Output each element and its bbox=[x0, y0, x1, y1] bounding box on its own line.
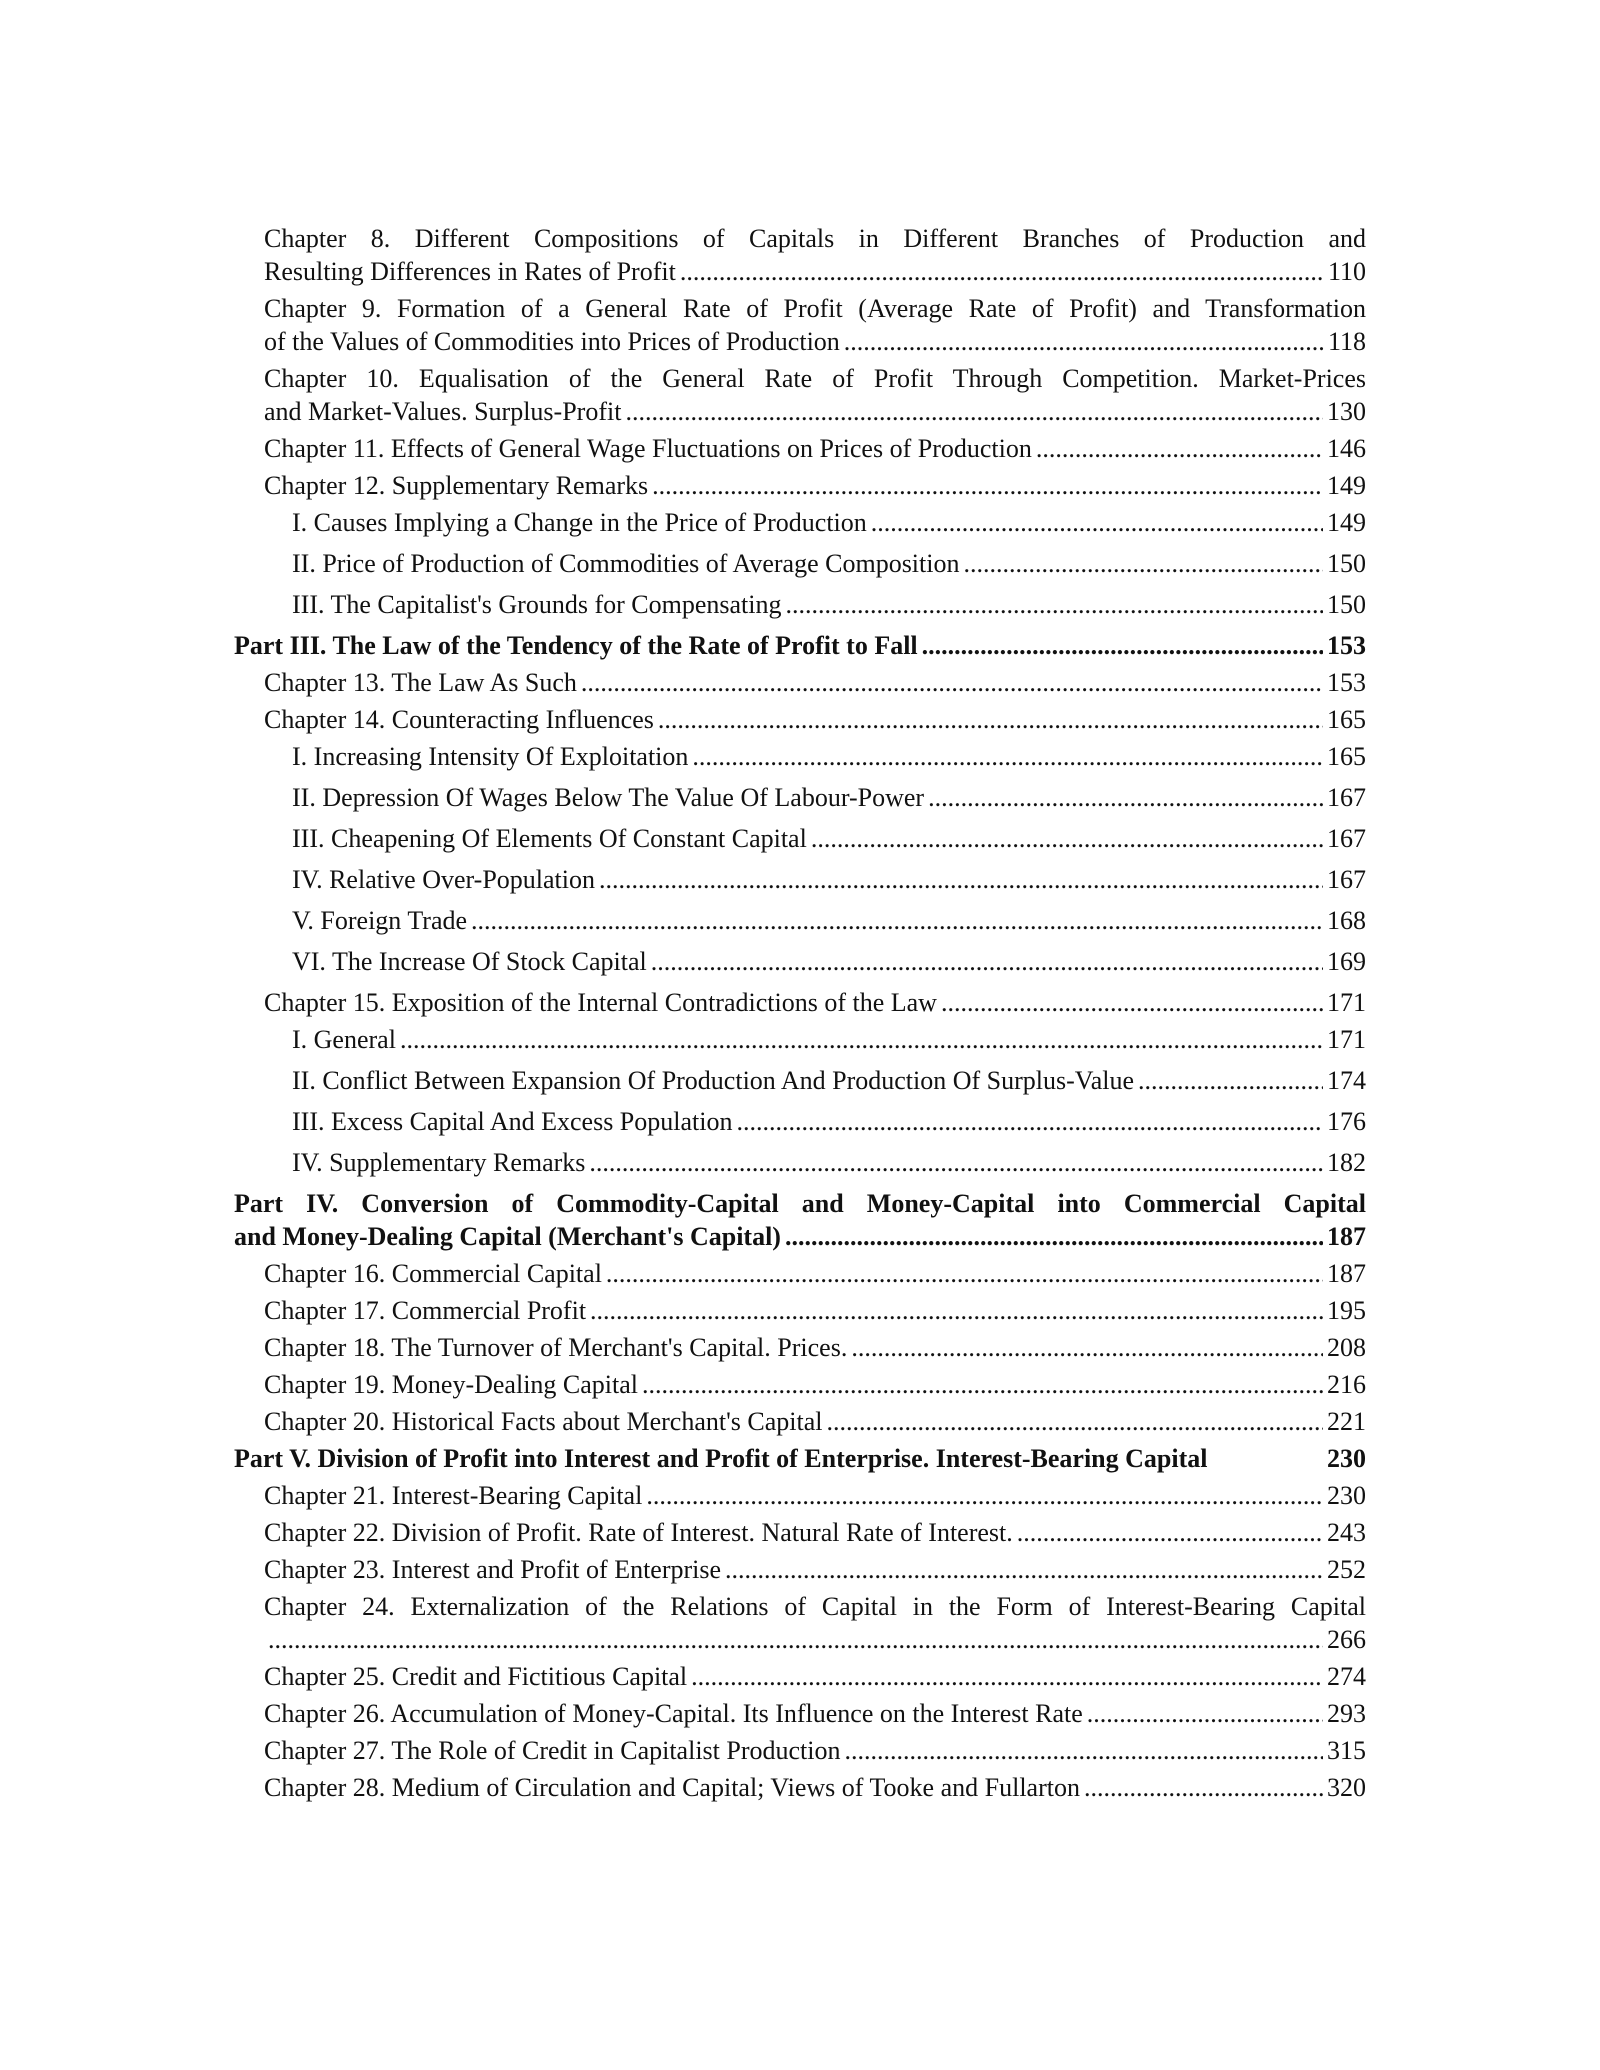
toc-entry-title: Chapter 12. Supplementary Remarks bbox=[264, 471, 649, 500]
toc-entry-title: Resulting Differences in Rates of Profit bbox=[264, 257, 676, 286]
toc-section-entry[interactable] bbox=[234, 547, 1366, 580]
dot-leader bbox=[1036, 432, 1323, 465]
toc-entry-line bbox=[292, 1146, 1366, 1179]
dot-leader bbox=[851, 1331, 1323, 1364]
toc-entry-title: Chapter 11. Effects of General Wage Fluctuations on Prices of Production bbox=[264, 434, 1032, 463]
dot-leader bbox=[845, 1734, 1324, 1767]
toc-chapter-entry[interactable] bbox=[234, 1479, 1366, 1512]
toc-entry-line bbox=[292, 945, 1366, 978]
toc-entry-title: Chapter 28. Medium of Circulation and Capital; Views of Tooke and Fullarton bbox=[264, 1773, 1080, 1802]
toc-entry-title: Chapter 25. Credit and Fictitious Capital bbox=[264, 1662, 688, 1691]
toc-entry-title: Chapter 16. Commercial Capital bbox=[264, 1259, 602, 1288]
dot-leader bbox=[652, 469, 1323, 502]
toc-entry-title-line: Chapter 8. Different Compositions of Capitals in Different Branches of Production and bbox=[264, 224, 1366, 253]
toc-entry-line bbox=[264, 395, 1366, 428]
toc-page-number: 118 bbox=[1327, 327, 1366, 356]
toc-entry-title: I. Causes Implying a Change in the Price of Production bbox=[292, 508, 867, 537]
toc-chapter-entry[interactable] bbox=[234, 432, 1366, 465]
dot-leader bbox=[651, 945, 1323, 978]
toc-entry-line bbox=[264, 1405, 1366, 1438]
toc-section-entry[interactable] bbox=[234, 506, 1366, 539]
toc-entry-line bbox=[292, 588, 1366, 621]
toc-chapter-entry[interactable] bbox=[234, 1331, 1366, 1364]
toc-page-number: 174 bbox=[1327, 1066, 1366, 1095]
toc-entry-line bbox=[264, 469, 1366, 502]
dot-leader bbox=[691, 1660, 1323, 1693]
dot-leader bbox=[400, 1023, 1323, 1056]
toc-entry-title: II. Price of Production of Commodities of Average Composition bbox=[292, 549, 960, 578]
toc-entry-title: IV. Supplementary Remarks bbox=[292, 1148, 586, 1177]
dot-leader bbox=[642, 1368, 1323, 1401]
toc-entry-title-line: Chapter 24. Externalization of the Relations of Capital in the Form of Interest-Bearing Capital bbox=[264, 1592, 1366, 1621]
toc-entry-title: Chapter 15. Exposition of the Internal Contradictions of the Law bbox=[264, 988, 937, 1017]
toc-entry-title: Part III. The Law of the Tendency of the Rate of Profit to Fall bbox=[234, 631, 918, 660]
toc-chapter-entry[interactable] bbox=[234, 222, 1366, 288]
dot-leader bbox=[658, 703, 1323, 736]
toc-page-number: 195 bbox=[1327, 1296, 1366, 1325]
toc-section-entry[interactable] bbox=[234, 781, 1366, 814]
toc-entry-line bbox=[264, 986, 1366, 1019]
toc-entry-title: IV. Relative Over-Population bbox=[292, 865, 595, 894]
toc-section-entry[interactable] bbox=[234, 740, 1366, 773]
toc-page-number: 230 bbox=[1327, 1481, 1366, 1510]
toc-chapter-entry[interactable] bbox=[234, 1405, 1366, 1438]
dot-leader bbox=[871, 506, 1323, 539]
toc-page-number: 165 bbox=[1327, 705, 1366, 734]
toc-entry-line bbox=[264, 1479, 1366, 1512]
toc-page-number: 182 bbox=[1327, 1148, 1366, 1177]
toc-chapter-entry[interactable] bbox=[234, 1516, 1366, 1549]
toc-entry-title: II. Depression Of Wages Below The Value Of Labour-Power bbox=[292, 783, 925, 812]
toc-entry-line bbox=[264, 325, 1366, 358]
toc-section-entry[interactable] bbox=[234, 904, 1366, 937]
toc-section-entry[interactable] bbox=[234, 588, 1366, 621]
dot-leader bbox=[590, 1294, 1323, 1327]
toc-chapter-entry[interactable] bbox=[234, 469, 1366, 502]
toc-chapter-entry[interactable] bbox=[234, 362, 1366, 428]
dot-leader bbox=[811, 822, 1323, 855]
toc-entry-line bbox=[292, 904, 1366, 937]
toc-page-number: 230 bbox=[1327, 1444, 1366, 1473]
toc-entry-title: III. The Capitalist's Grounds for Compensating bbox=[292, 590, 782, 619]
toc-entry-title: Chapter 27. The Role of Credit in Capitalist Production bbox=[264, 1736, 841, 1765]
dot-leader bbox=[471, 904, 1323, 937]
toc-chapter-entry[interactable] bbox=[234, 703, 1366, 736]
toc-entry-title: Part V. Division of Profit into Interest and Profit of Enterprise. Interest-Bearing Capital bbox=[234, 1444, 1208, 1473]
toc-page-number: 221 bbox=[1327, 1407, 1366, 1436]
toc-entry-title: and Market-Values. Surplus-Profit bbox=[264, 397, 622, 426]
dot-leader bbox=[589, 1146, 1323, 1179]
dot-leader bbox=[581, 666, 1323, 699]
toc-section-entry[interactable] bbox=[234, 822, 1366, 855]
toc-chapter-entry[interactable] bbox=[234, 1590, 1366, 1656]
toc-entry-title: Chapter 17. Commercial Profit bbox=[264, 1296, 587, 1325]
dot-leader bbox=[1084, 1771, 1323, 1804]
toc-entry-title: I. Increasing Intensity Of Exploitation bbox=[292, 742, 689, 771]
toc-page-number: 169 bbox=[1327, 947, 1366, 976]
toc-entry-line bbox=[234, 629, 1366, 662]
toc-entry-line bbox=[264, 1257, 1366, 1290]
dot-leader bbox=[606, 1257, 1323, 1290]
dot-leader bbox=[599, 863, 1323, 896]
dot-leader bbox=[928, 781, 1323, 814]
toc-entry-line bbox=[264, 1368, 1366, 1401]
toc-page-number: 165 bbox=[1327, 742, 1366, 771]
toc-entry-title: Chapter 20. Historical Facts about Merchant's Capital bbox=[264, 1407, 823, 1436]
toc-entry-line bbox=[292, 1023, 1366, 1056]
dot-leader bbox=[785, 588, 1323, 621]
toc-entry-line bbox=[292, 1105, 1366, 1138]
toc-section-entry[interactable] bbox=[234, 1146, 1366, 1179]
toc-entry-line bbox=[264, 432, 1366, 465]
toc-chapter-entry[interactable] bbox=[234, 1294, 1366, 1327]
toc-entry-line bbox=[264, 703, 1366, 736]
toc-page-number: 167 bbox=[1327, 865, 1366, 894]
toc-chapter-entry[interactable] bbox=[234, 1734, 1366, 1767]
toc-entry-line bbox=[234, 1442, 1366, 1475]
toc-entry-title: Chapter 13. The Law As Such bbox=[264, 668, 577, 697]
toc-page-number: 149 bbox=[1327, 471, 1366, 500]
toc-chapter-entry[interactable] bbox=[234, 986, 1366, 1019]
toc-page-number: 168 bbox=[1327, 906, 1366, 935]
toc-page-number: 208 bbox=[1327, 1333, 1366, 1362]
dot-leader bbox=[736, 1105, 1323, 1138]
toc-entry-title: Chapter 22. Division of Profit. Rate of Interest. Natural Rate of Interest. bbox=[264, 1518, 1013, 1547]
toc-page-number: 320 bbox=[1327, 1773, 1366, 1802]
toc-page-number: 167 bbox=[1327, 824, 1366, 853]
toc-page-number: 153 bbox=[1327, 631, 1366, 660]
toc-page-number: 150 bbox=[1327, 590, 1366, 619]
toc-entry-line bbox=[264, 1516, 1366, 1549]
toc-page-number: 187 bbox=[1327, 1259, 1366, 1288]
toc-entry-title: I. General bbox=[292, 1025, 396, 1054]
toc-entry-title: Chapter 14. Counteracting Influences bbox=[264, 705, 654, 734]
toc-entry-line bbox=[292, 1064, 1366, 1097]
toc-part-entry[interactable] bbox=[234, 1442, 1366, 1475]
toc-chapter-entry[interactable] bbox=[234, 1660, 1366, 1693]
dot-leader bbox=[692, 740, 1323, 773]
toc-entry-title: Chapter 26. Accumulation of Money-Capital. Its Influence on the Interest Rate bbox=[264, 1699, 1083, 1728]
toc-page-number: 149 bbox=[1327, 508, 1366, 537]
toc-entry-title-line: Chapter 9. Formation of a General Rate of Profit (Average Rate of Profit) and Transformation bbox=[264, 294, 1366, 323]
dot-leader bbox=[844, 325, 1324, 358]
toc-entry-line bbox=[292, 822, 1366, 855]
toc-page-number: 167 bbox=[1327, 783, 1366, 812]
toc-page-number: 176 bbox=[1327, 1107, 1366, 1136]
toc-section-entry[interactable] bbox=[234, 1064, 1366, 1097]
toc-section-entry[interactable] bbox=[234, 1105, 1366, 1138]
toc-page-number: 252 bbox=[1327, 1555, 1366, 1584]
toc-page-number: 315 bbox=[1327, 1736, 1366, 1765]
toc-entry-title-line: Part IV. Conversion of Commodity-Capital and Money-Capital into Commercial Capital bbox=[234, 1189, 1366, 1218]
toc-part-entry[interactable] bbox=[234, 629, 1366, 662]
toc-chapter-entry[interactable] bbox=[234, 1697, 1366, 1730]
toc-entry-line bbox=[264, 1331, 1366, 1364]
dot-leader bbox=[785, 1220, 1323, 1253]
toc-entry-line bbox=[264, 255, 1366, 288]
toc-entry-title: III. Excess Capital And Excess Population bbox=[292, 1107, 733, 1136]
toc-page bbox=[234, 222, 1366, 1808]
toc-entry-line bbox=[234, 1220, 1366, 1253]
dot-leader bbox=[725, 1553, 1323, 1586]
dot-leader bbox=[963, 547, 1323, 580]
toc-entry-title: VI. The Increase Of Stock Capital bbox=[292, 947, 647, 976]
toc-page-number: 171 bbox=[1327, 1025, 1366, 1054]
toc-page-number: 266 bbox=[1327, 1625, 1366, 1654]
toc-section-entry[interactable] bbox=[234, 863, 1366, 896]
toc-entry-line bbox=[264, 1660, 1366, 1693]
toc-entry-title: and Money-Dealing Capital (Merchant's Capital) bbox=[234, 1222, 781, 1251]
dot-leader bbox=[941, 986, 1323, 1019]
toc-part-entry[interactable] bbox=[234, 1187, 1366, 1253]
toc-entry-title: V. Foreign Trade bbox=[292, 906, 468, 935]
toc-entry-line bbox=[264, 666, 1366, 699]
toc-chapter-entry[interactable] bbox=[234, 1771, 1366, 1804]
toc-entry-line bbox=[264, 1734, 1366, 1767]
dot-leader bbox=[625, 395, 1323, 428]
toc-entry-line bbox=[264, 1553, 1366, 1586]
toc-page-number: 171 bbox=[1327, 988, 1366, 1017]
toc-page-number: 187 bbox=[1327, 1222, 1366, 1251]
dot-leader bbox=[646, 1479, 1323, 1512]
toc-entry-title: III. Cheapening Of Elements Of Constant Capital bbox=[292, 824, 807, 853]
toc-entry-line bbox=[292, 740, 1366, 773]
toc-entry-title: of the Values of Commodities into Prices of Production bbox=[264, 327, 840, 356]
dot-leader bbox=[922, 629, 1323, 662]
dot-leader bbox=[827, 1405, 1324, 1438]
toc-page-number: 110 bbox=[1327, 257, 1366, 286]
toc-entry-title: Chapter 21. Interest-Bearing Capital bbox=[264, 1481, 643, 1510]
toc-entry-line bbox=[292, 781, 1366, 814]
toc-page-number: 153 bbox=[1327, 668, 1366, 697]
toc-entry-line bbox=[264, 1294, 1366, 1327]
toc-entry-title: II. Conflict Between Expansion Of Production And Production Of Surplus-Value bbox=[292, 1066, 1134, 1095]
toc-entry-line bbox=[264, 1623, 1366, 1656]
toc-entry-line bbox=[292, 863, 1366, 896]
dot-leader bbox=[1087, 1697, 1323, 1730]
toc-entry-title: Chapter 23. Interest and Profit of Enterprise bbox=[264, 1555, 722, 1584]
toc-section-entry[interactable] bbox=[234, 945, 1366, 978]
toc-entry-line bbox=[264, 1697, 1366, 1730]
toc-entry-line bbox=[292, 547, 1366, 580]
toc-page-number: 216 bbox=[1327, 1370, 1366, 1399]
toc-page-number: 274 bbox=[1327, 1662, 1366, 1691]
toc-page-number: 130 bbox=[1327, 397, 1366, 426]
toc-entry-line bbox=[292, 506, 1366, 539]
toc-entry-line bbox=[264, 1771, 1366, 1804]
dot-leader bbox=[1138, 1064, 1323, 1097]
toc-section-entry[interactable] bbox=[234, 1023, 1366, 1056]
dot-leader bbox=[1017, 1516, 1323, 1549]
toc-entry-title: Chapter 18. The Turnover of Merchant's Capital. Prices. bbox=[264, 1333, 848, 1362]
toc-chapter-entry[interactable] bbox=[234, 1553, 1366, 1586]
toc-page-number: 293 bbox=[1327, 1699, 1366, 1728]
toc-page-number: 243 bbox=[1327, 1518, 1366, 1547]
dot-leader bbox=[680, 255, 1324, 288]
table-of-contents bbox=[234, 222, 1366, 1804]
toc-chapter-entry[interactable] bbox=[234, 292, 1366, 358]
toc-chapter-entry[interactable] bbox=[234, 666, 1366, 699]
toc-chapter-entry[interactable] bbox=[234, 1257, 1366, 1290]
toc-page-number: 150 bbox=[1327, 549, 1366, 578]
toc-page-number: 146 bbox=[1327, 434, 1366, 463]
toc-chapter-entry[interactable] bbox=[234, 1368, 1366, 1401]
toc-entry-title: Chapter 19. Money-Dealing Capital bbox=[264, 1370, 639, 1399]
dot-leader bbox=[268, 1623, 1323, 1656]
toc-entry-title-line: Chapter 10. Equalisation of the General Rate of Profit Through Competition. Market-Prices bbox=[264, 364, 1366, 393]
